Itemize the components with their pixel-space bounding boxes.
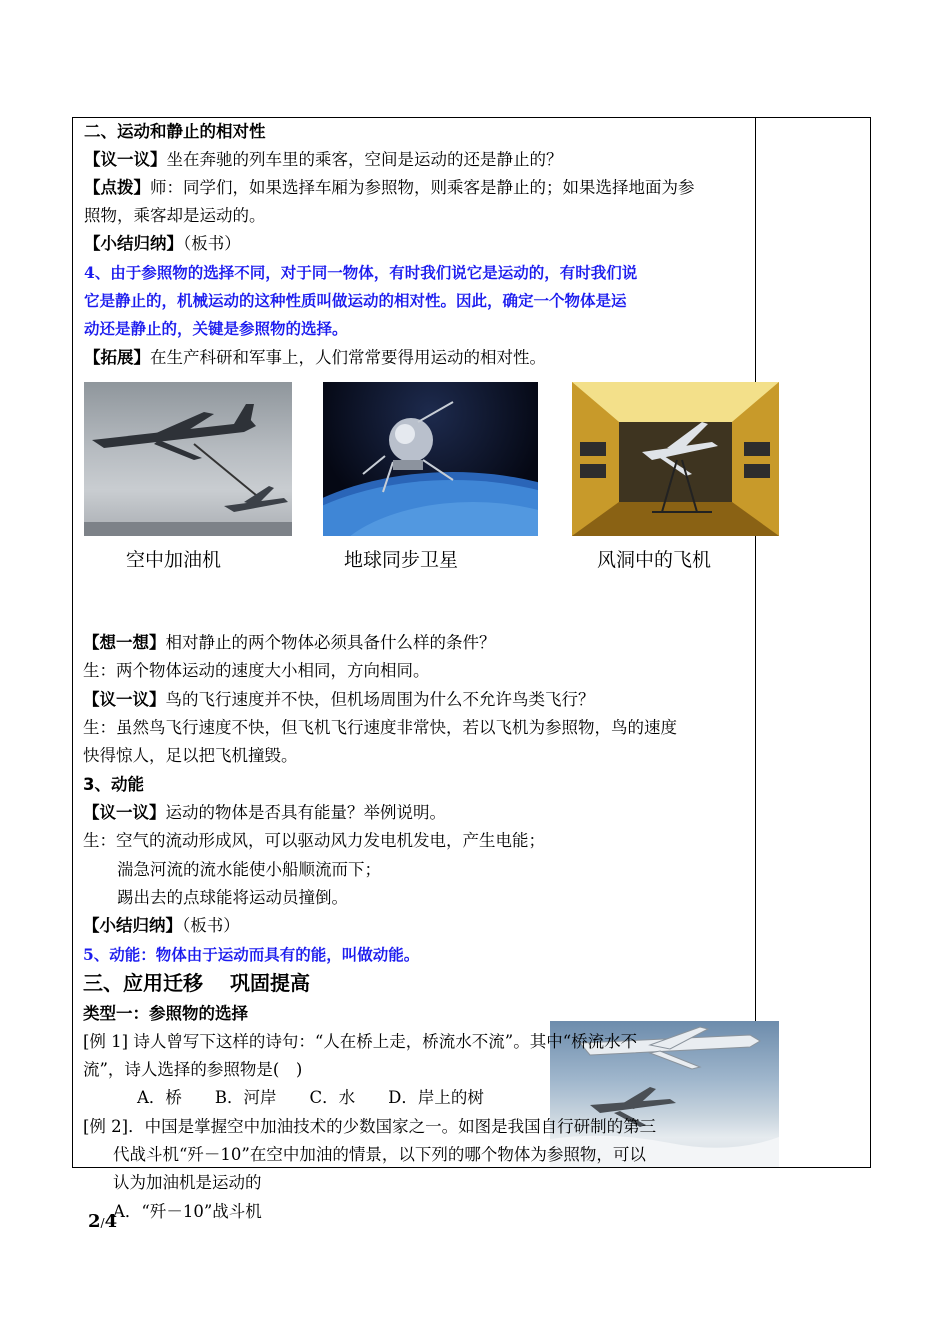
- discuss-2: [83, 689, 595, 711]
- example-1-line-2: 流”，诗人选择的参照物是( ): [83, 1060, 303, 1079]
- hint-tag: 【点拨】: [84, 178, 150, 197]
- summary-1: [84, 233, 241, 255]
- summary-1-note: （板书）: [183, 234, 241, 253]
- example-2-line-3: 认为加油机是运动的: [113, 1173, 262, 1192]
- example-2-line-1: [例 2]．中国是掌握空中加油技术的少数国家之一。如图是我国自行研制的第三: [83, 1117, 657, 1136]
- page-current: 2: [88, 1211, 101, 1232]
- point-5: 5、动能：物体由于运动而具有的能，叫做动能。: [83, 945, 420, 964]
- point-4-line-1: 4、由于参照物的选择不同，对于同一物体，有时我们说它是运动的，有时我们说: [84, 263, 638, 282]
- hint-line-1: [84, 177, 695, 199]
- point-4-line-2: 它是静止的，机械运动的这种性质叫做运动的相对性。因此，确定一个物体是运: [84, 291, 627, 310]
- discuss-3-text: 运动的物体是否具有能量？举例说明。: [165, 803, 446, 822]
- kinetic-energy-title: 3、动能: [83, 775, 144, 794]
- discuss-2-tag: 【议一议】: [83, 690, 166, 709]
- summary-2-note: （板书）: [182, 916, 240, 935]
- student-answer-2-line-2: 快得惊人，足以把飞机撞毁。: [83, 746, 298, 765]
- page-number: [88, 1211, 117, 1232]
- example-2-option-a: A．“歼－10”战斗机: [113, 1202, 262, 1221]
- example-2-line-2: 代战斗机“歼－10”在空中加油的情景，以下列的哪个物体为参照物，可以: [113, 1145, 646, 1164]
- discuss-2-text: 鸟的飞行速度并不快，但机场周围为什么不允许鸟类飞行？: [165, 690, 595, 709]
- caption-refueling: 空中加油机: [126, 549, 222, 571]
- aerial-refueling-photo: [84, 382, 292, 536]
- extend: [84, 347, 546, 369]
- think-text: 相对静止的两个物体必须具备什么样的条件？: [165, 633, 496, 652]
- summary-1-tag: 【小结归纳】: [84, 234, 183, 253]
- column-divider: [755, 118, 756, 1167]
- discuss-1-text: 坐在奔驰的列车里的乘客，空间是运动的还是静止的？: [166, 150, 563, 169]
- discuss-1-tag: 【议一议】: [84, 150, 167, 169]
- type-1-title: 类型一：参照物的选择: [83, 1004, 248, 1023]
- student-answer-3-line-1: 生：空气的流动形成风，可以驱动风力发电机发电，产生电能；: [83, 831, 545, 850]
- page-separator: /: [100, 1216, 105, 1230]
- caption-satellite: 地球同步卫星: [344, 549, 459, 571]
- section-2-title: 二、运动和静止的相对性: [84, 122, 266, 141]
- point-4-line-3: 动还是静止的，关键是参照物的选择。: [84, 319, 348, 338]
- think-tag: 【想一想】: [83, 633, 166, 652]
- page-total: 4: [104, 1211, 118, 1232]
- satellite-photo: [323, 382, 538, 536]
- student-answer-3-line-3: 踢出去的点球能将运动员撞倒。: [117, 888, 348, 907]
- student-answer-1: 生：两个物体运动的速度大小相同，方向相同。: [83, 661, 430, 680]
- hint-line-2: 照物，乘客却是运动的。: [84, 206, 266, 225]
- discuss-1: [84, 149, 563, 171]
- think: [83, 632, 496, 654]
- part-3-title: 三、应用迁移 巩固提高: [83, 971, 310, 995]
- example-1-options: A．桥 B．河岸 C．水 D．岸上的树: [137, 1088, 484, 1107]
- summary-2-tag: 【小结归纳】: [83, 916, 182, 935]
- caption-wind-tunnel: 风洞中的飞机: [597, 549, 712, 571]
- wind-tunnel-photo: [572, 382, 779, 536]
- discuss-3: [83, 802, 446, 824]
- summary-2: [83, 915, 240, 937]
- extend-text: 在生产科研和军事上，人们常常要得用运动的相对性。: [150, 348, 546, 367]
- example-1-line-1: [例 1] 诗人曾写下这样的诗句：“人在桥上走，桥流水不流”。其中“桥流水不: [83, 1032, 638, 1051]
- discuss-3-tag: 【议一议】: [83, 803, 166, 822]
- extend-tag: 【拓展】: [84, 348, 150, 367]
- student-answer-2-line-1: 生：虽然鸟飞行速度不快，但飞机飞行速度非常快，若以飞机为参照物，鸟的速度: [83, 718, 677, 737]
- hint-text-1: 师：同学们，如果选择车厢为参照物，则乘客是静止的；如果选择地面为参: [150, 178, 695, 197]
- student-answer-3-line-2: 湍急河流的流水能使小船顺流而下；: [117, 860, 381, 879]
